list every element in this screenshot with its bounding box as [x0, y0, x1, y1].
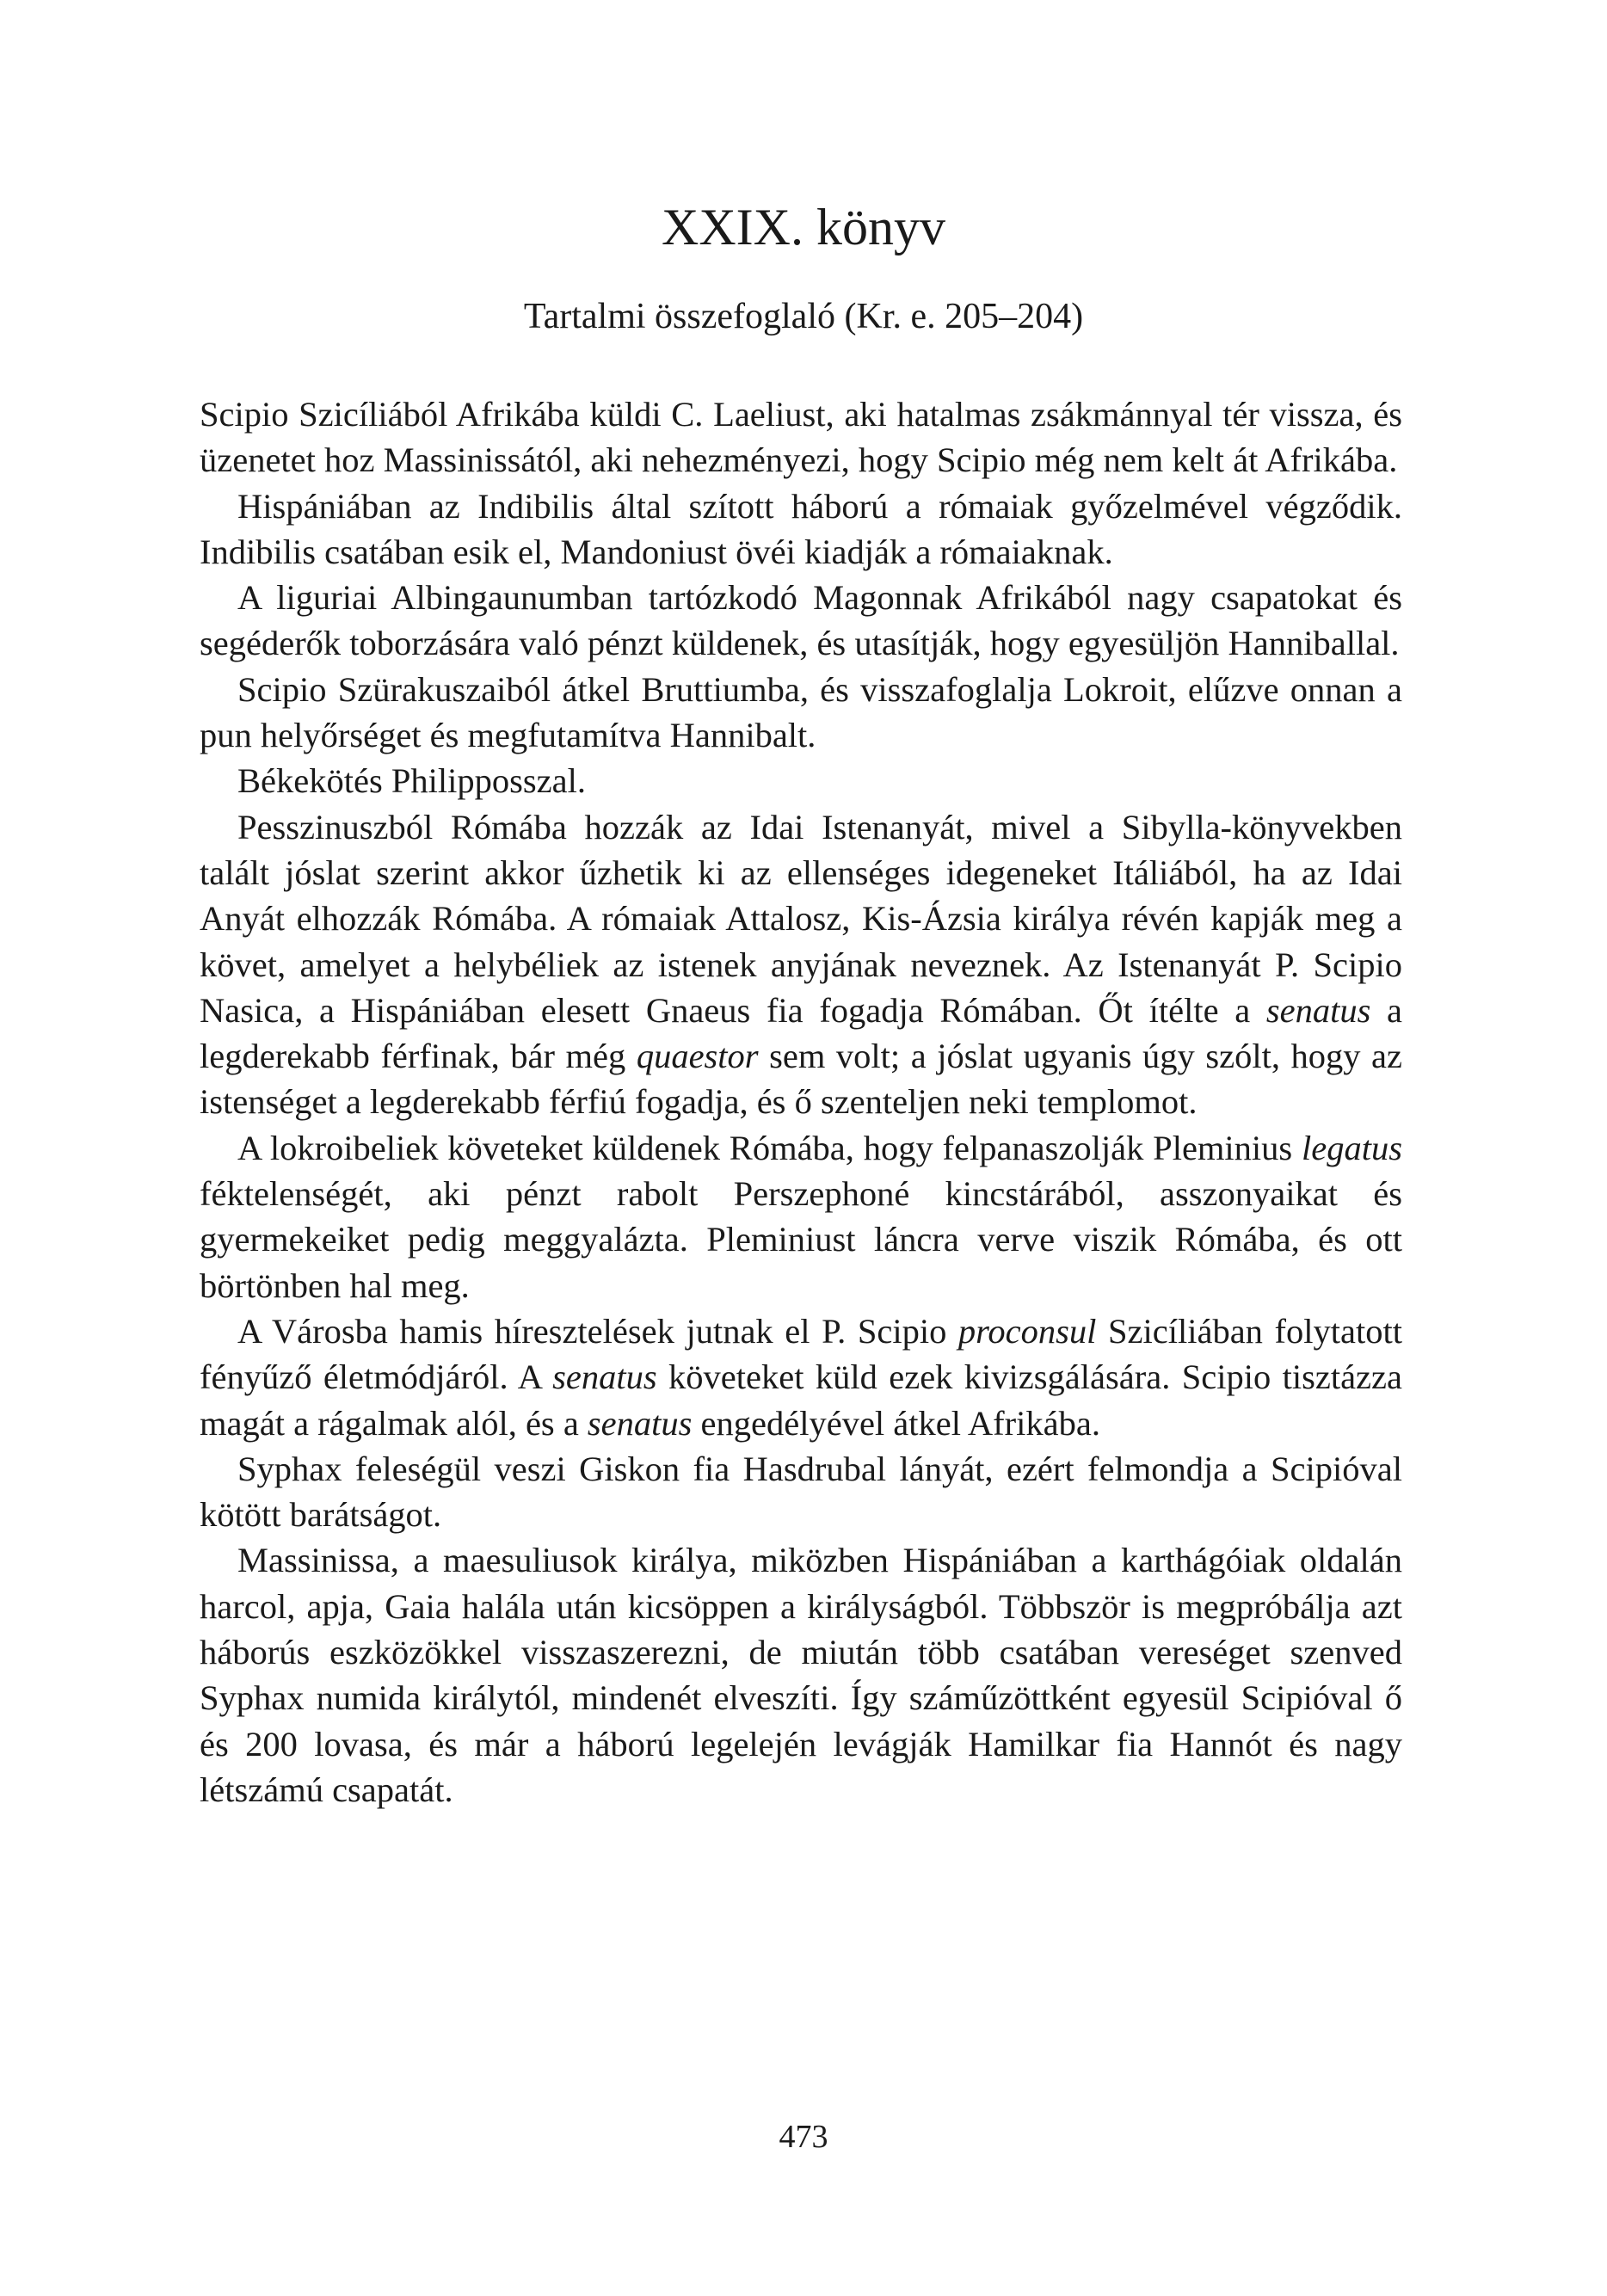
chapter-subtitle: Tartalmi összefoglaló (Kr. e. 205–204)	[523, 297, 1084, 336]
paragraph-6-part: a legderekabb férfinak, bár még	[200, 990, 1402, 1076]
paragraph-7-part: féktelenségét, aki pénzt rabolt Perszephoné kincstárából, asszonyaikat és gyermekeiket pedig meggyalázta. Pleminiust láncra verve viszik Rómába, és ott börtönben hal meg.	[200, 1174, 1402, 1305]
paragraph-8-part: A Városba hamis híresztelések jutnak el P. Scipio	[237, 1311, 958, 1351]
latin-term: senatus	[1265, 990, 1371, 1030]
latin-term: legatus	[1302, 1128, 1402, 1167]
summary-text	[200, 391, 1402, 1813]
book-title: XXIX. könyv	[662, 199, 945, 255]
page-number: 473	[779, 2119, 828, 2155]
paragraph-8-part: követeket küld ezek kivizsgálására. Scipio tisztázza magát a rágalmak alól, és a	[200, 1357, 1402, 1443]
paragraph-9: Syphax feleségül veszi Giskon fia Hasdrubal lányát, ezért felmondja a Scipióval kötött barátságot.	[200, 1449, 1402, 1535]
latin-term: proconsul	[957, 1311, 1097, 1351]
paragraph-2: Hispániában az Indibilis által szított háború a rómaiak győzelmével végződik. Indibilis csatában esik el, Mandoniust övéi kiadják a rómaiaknak.	[200, 486, 1402, 571]
paragraph-4: Scipio Szürakuszaiból átkel Bruttiumba, és visszafoglalja Lokroit, elűzve onnan a pun helyőrséget és megfutamítva Hannibalt.	[200, 669, 1402, 755]
latin-term: senatus	[587, 1403, 693, 1443]
paragraph-7	[200, 1125, 1402, 1308]
paragraph-5: Békekötés Philipposszal.	[237, 761, 586, 801]
paragraph-3: A liguriai Albingaunumban tartózkodó Magonnak Afrikából nagy csapatokat és segéderők toborzására való pénzt küldenek, és utasítják, hogy egyesüljön Hanniballal.	[200, 578, 1402, 663]
paragraph-6	[200, 804, 1402, 1125]
paragraph-6-part: Pesszinuszból Rómába hozzák az Idai Istenanyát, mivel a Sibylla-könyvekben talált jóslat szerint akkor űzhetik ki az ellenséges idegeneket Itáliából, ha az Idai Anyát elhozzák Rómába. A rómaiak Attalosz, Kis-Ázsia királya révén kapják meg a követ, amelyet a helybéliek az istenek anyjának neveznek. Az Istenanyát P. Scipio Nasica, a Hispániában elesett Gnaeus fia fogadja Rómában. Őt ítélte a	[200, 807, 1402, 1030]
latin-term: quaestor	[636, 1037, 759, 1076]
paragraph-1: Scipio Szicíliából Afrikába küldi C. Laeliust, aki hatalmas zsákmánnyal tér vissza, és üzenetet hoz Massinissától, aki nehezményezi, hogy Scipio még nem kelt át Afrikába.	[200, 395, 1402, 480]
latin-term: senatus	[552, 1357, 657, 1397]
paragraph-7-part: A lokroibeliek követeket küldenek Rómába, hogy felpanaszolják Pleminius	[237, 1128, 1302, 1167]
paragraph-8-part: Szicíliában folytatott fényűző életmódjáról. A	[200, 1311, 1402, 1397]
paragraph-6-part: sem volt; a jóslat ugyanis úgy szólt, hogy az istenséget a legderekabb férfiú fogadja, és ő szenteljen neki templomot.	[200, 1037, 1402, 1122]
paragraph-10: Massinissa, a maesuliusok királya, miközben Hispániában a karthágóiak oldalán harcol, apja, Gaia halála után kicsöppen a királyságból. Többször is megpróbálja azt háborús eszközökkel visszaszerezni, de miután több csatában vereséget szenved Syphax numida királytól, mindenét elveszíti. Így száműzöttként egyesül Scipióval ő és 200 lovasa, és már a háború legelején levágják Hamilkar fia Hannót és nagy létszámú csapatát.	[200, 1541, 1402, 1809]
paragraph-8-part: engedélyével átkel Afrikába.	[692, 1403, 1100, 1443]
paragraph-8	[200, 1308, 1402, 1446]
